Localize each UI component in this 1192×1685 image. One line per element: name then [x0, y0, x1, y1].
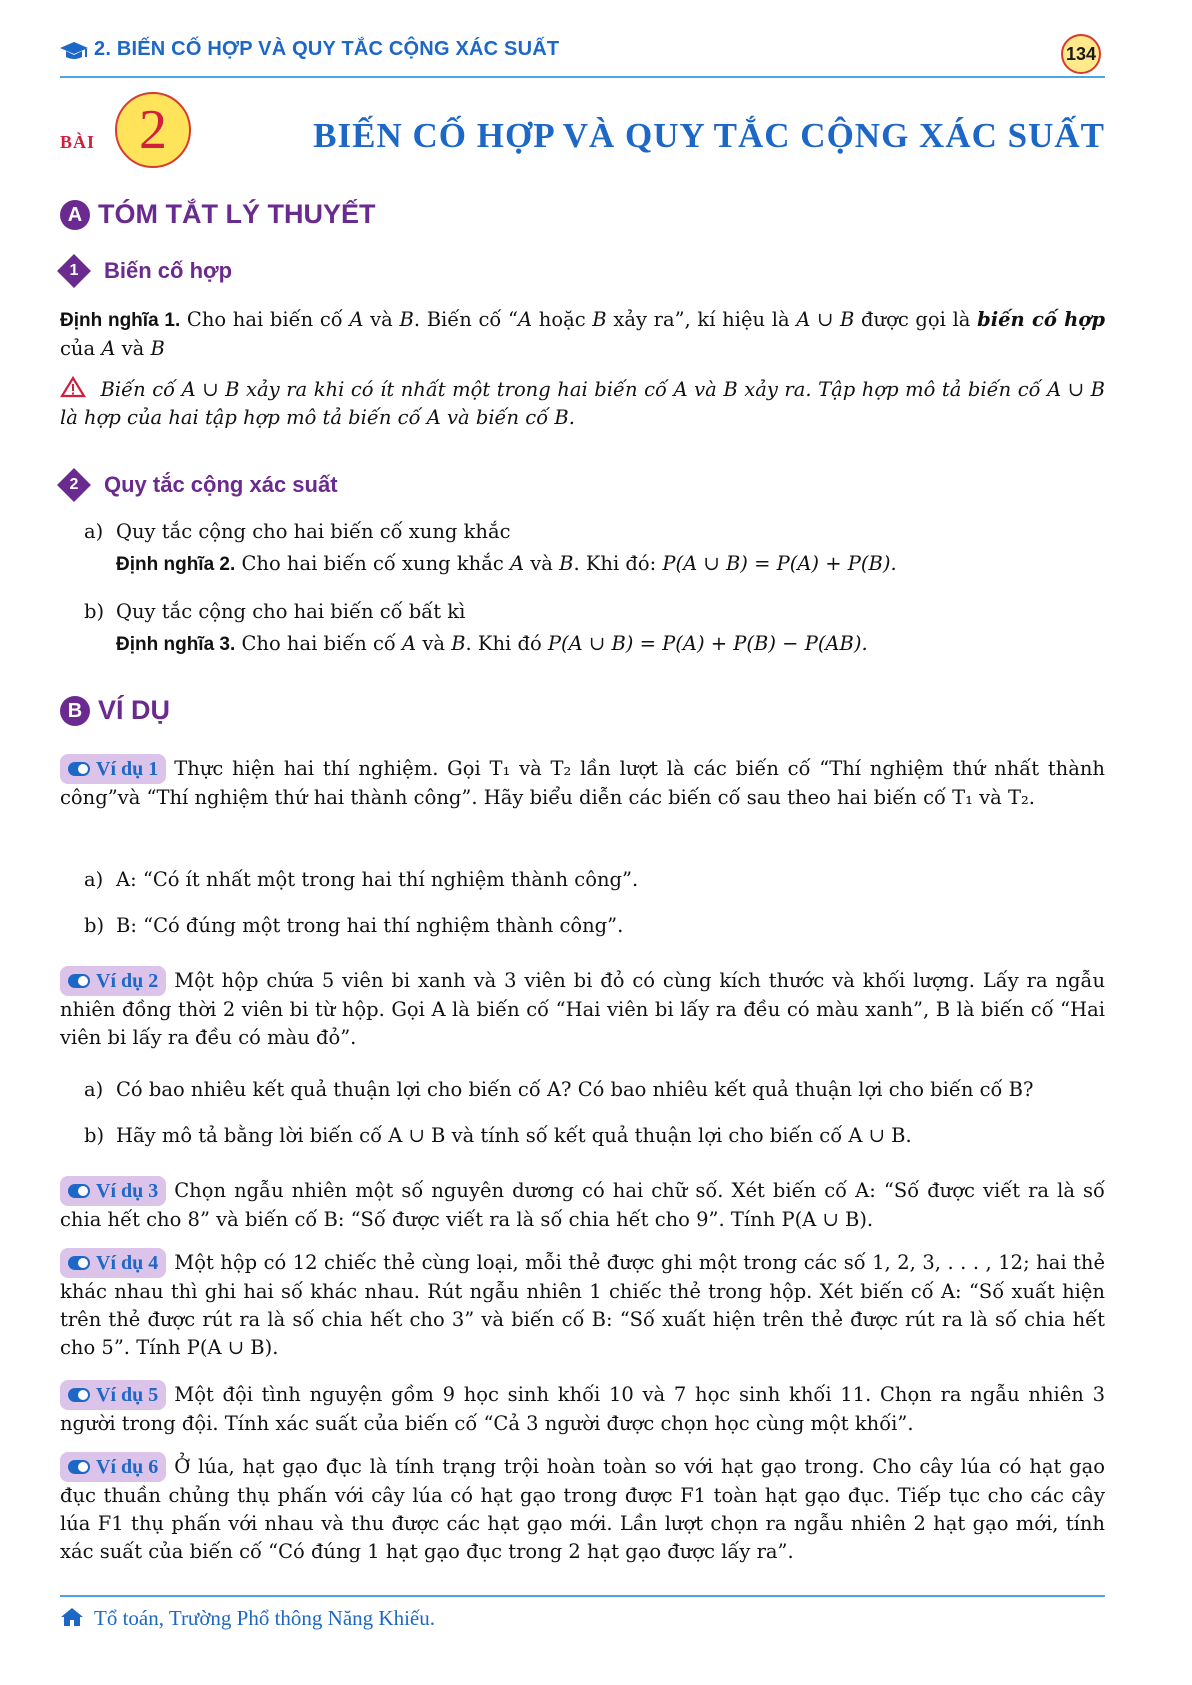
toggle-icon [68, 1460, 90, 1474]
rule-item-b: b) Quy tắc cộng cho hai biến cố bất kì [84, 600, 466, 623]
example-tag: Ví dụ 6 [60, 1452, 166, 1482]
rule-item-a: a) Quy tắc cộng cho hai biến cố xung khắc [84, 520, 511, 543]
example-1: Ví dụ 1 Thực hiện hai thí nghiệm. Gọi T₁ và T₂ lần lượt là các biến cố “Thí nghiệm thứ nhất thành công”và “Thí nghiệm thứ hai thành công”. Hãy biểu diễn các biến cố sau theo hai biến cố T₁ và T₂. [60, 754, 1105, 812]
example-1-item-b: b) B: “Có đúng một trong hai thí nghiệm thành công”. [84, 914, 624, 937]
example-6: Ví dụ 6 Ở lúa, hạt gạo đục là tính trạng trội hoàn toàn so với hạt gạo trong. Cho cây lúa có hạt gạo đục thuần chủng thụ phấn với cây lúa có hạt gạo trong được F1 toàn hạt gạo đục. Tiếp tục cho các cây lúa F1 thụ phấn với nhau và thu được các hạt gạo mới. Lần lượt chọn ra ngẫu nhiên 2 hạt gạo mới, tính xác suất của biến cố “Có đúng 1 hạt gạo đục trong 2 hạt gạo được lấy ra”. [60, 1452, 1105, 1566]
example-4: Ví dụ 4 Một hộp có 12 chiếc thẻ cùng loại, mỗi thẻ được ghi một trong các số 1, 2, 3, . . . , 12; hai thẻ khác nhau thì ghi hai số khác nhau. Rút ngẫu nhiên 1 chiếc thẻ trong hộp. Xét biến cố A: “Số xuất hiện trên thẻ được rút ra là số chia hết cho 3” và biến cố B: “Số xuất hiện trên thẻ được rút ra là số chia hết cho 5”. Tính P(A ∪ B). [60, 1248, 1105, 1362]
subsection-1-number: 1 [69, 262, 79, 279]
toggle-icon [68, 1256, 90, 1270]
footer-text: Tổ toán, Trường Phổ thông Năng Khiếu. [94, 1606, 435, 1630]
lesson-label: BÀI [60, 132, 96, 152]
example-2-item-a: a) Có bao nhiêu kết quả thuận lợi cho biến cố A? Có bao nhiêu kết quả thuận lợi cho biến cố B? [84, 1078, 1034, 1101]
toggle-icon [68, 762, 90, 776]
footer [60, 1606, 435, 1631]
section-b-title: VÍ DỤ [98, 695, 171, 725]
example-tag: Ví dụ 4 [60, 1248, 166, 1278]
definition-1: Định nghĩa 1. Cho hai biến cố A và B. Biến cố “A hoặc B xảy ra”, kí hiệu là A ∪ B được gọi là biến cố hợp của A và B [60, 308, 1105, 360]
footer-rule [60, 1595, 1105, 1597]
toggle-icon [68, 974, 90, 988]
graduation-cap-icon [60, 40, 88, 62]
subsection-2-number: 2 [69, 476, 79, 493]
section-a-title: TÓM TẮT LÝ THUYẾT [98, 199, 376, 229]
warning-note: Biến cố A ∪ B xảy ra khi có ít nhất một trong hai biến cố A và B xảy ra. Tập hợp mô tả biến cố A ∪ B là hợp của hai tập hợp mô tả biến cố A và biến cố B. [60, 378, 1105, 429]
header-rule [60, 76, 1105, 78]
example-tag: Ví dụ 1 [60, 754, 166, 784]
toggle-icon [68, 1184, 90, 1198]
example-3: Ví dụ 3 Chọn ngẫu nhiên một số nguyên dương có hai chữ số. Xét biến cố A: “Số được viết ra là số chia hết cho 8” và biến cố B: “Số được viết ra là số chia hết cho 9”. Tính P(A ∪ B). [60, 1176, 1105, 1234]
home-icon [60, 1607, 84, 1627]
example-tag: Ví dụ 3 [60, 1176, 166, 1206]
subsection-2-title: Quy tắc cộng xác suất [104, 472, 338, 497]
subsection-1-title: Biến cố hợp [104, 258, 233, 283]
page-number: 134 [1061, 34, 1101, 74]
running-header [60, 34, 1105, 78]
section-b-badge: B [60, 696, 90, 726]
example-5: Ví dụ 5 Một đội tình nguyện gồm 9 học sinh khối 10 và 7 học sinh khối 11. Chọn ra ngẫu nhiên 3 người trong đội. Tính xác suất của biến cố “Cả 3 người được chọn học cùng một khối”. [60, 1380, 1105, 1438]
lesson-title: BIẾN CỐ HỢP VÀ QUY TẮC CỘNG XÁC SUẤT [313, 116, 1105, 155]
warning-icon [60, 376, 86, 398]
lesson-heading [60, 92, 1105, 172]
running-title: 2. BIẾN CỐ HỢP VÀ QUY TẮC CỘNG XÁC SUẤT [94, 38, 560, 60]
example-1-item-a: a) A: “Có ít nhất một trong hai thí nghiệm thành công”. [84, 868, 639, 891]
toggle-icon [68, 1388, 90, 1402]
definition-3: Định nghĩa 3. Cho hai biến cố A và B. Khi đó P(A ∪ B) = P(A) + P(B) − P(AB). [116, 632, 868, 655]
example-2: Ví dụ 2 Một hộp chứa 5 viên bi xanh và 3 viên bi đỏ có cùng kích thước và khối lượng. Lấy ra ngẫu nhiên đồng thời 2 viên bi từ hộp. Gọi A là biến cố “Hai viên bi lấy ra đều có màu xanh”, B là biến cố “Hai viên bi lấy ra đều có màu đỏ”. [60, 966, 1105, 1052]
definition-2: Định nghĩa 2. Cho hai biến cố xung khắc A và B. Khi đó: P(A ∪ B) = P(A) + P(B). [116, 552, 897, 575]
example-tag: Ví dụ 2 [60, 966, 166, 996]
example-tag: Ví dụ 5 [60, 1380, 166, 1410]
example-2-item-b: b) Hãy mô tả bằng lời biến cố A ∪ B và tính số kết quả thuận lợi cho biến cố A ∪ B. [84, 1124, 912, 1147]
section-a-badge: A [60, 200, 90, 230]
lesson-number: 2 [115, 92, 191, 168]
